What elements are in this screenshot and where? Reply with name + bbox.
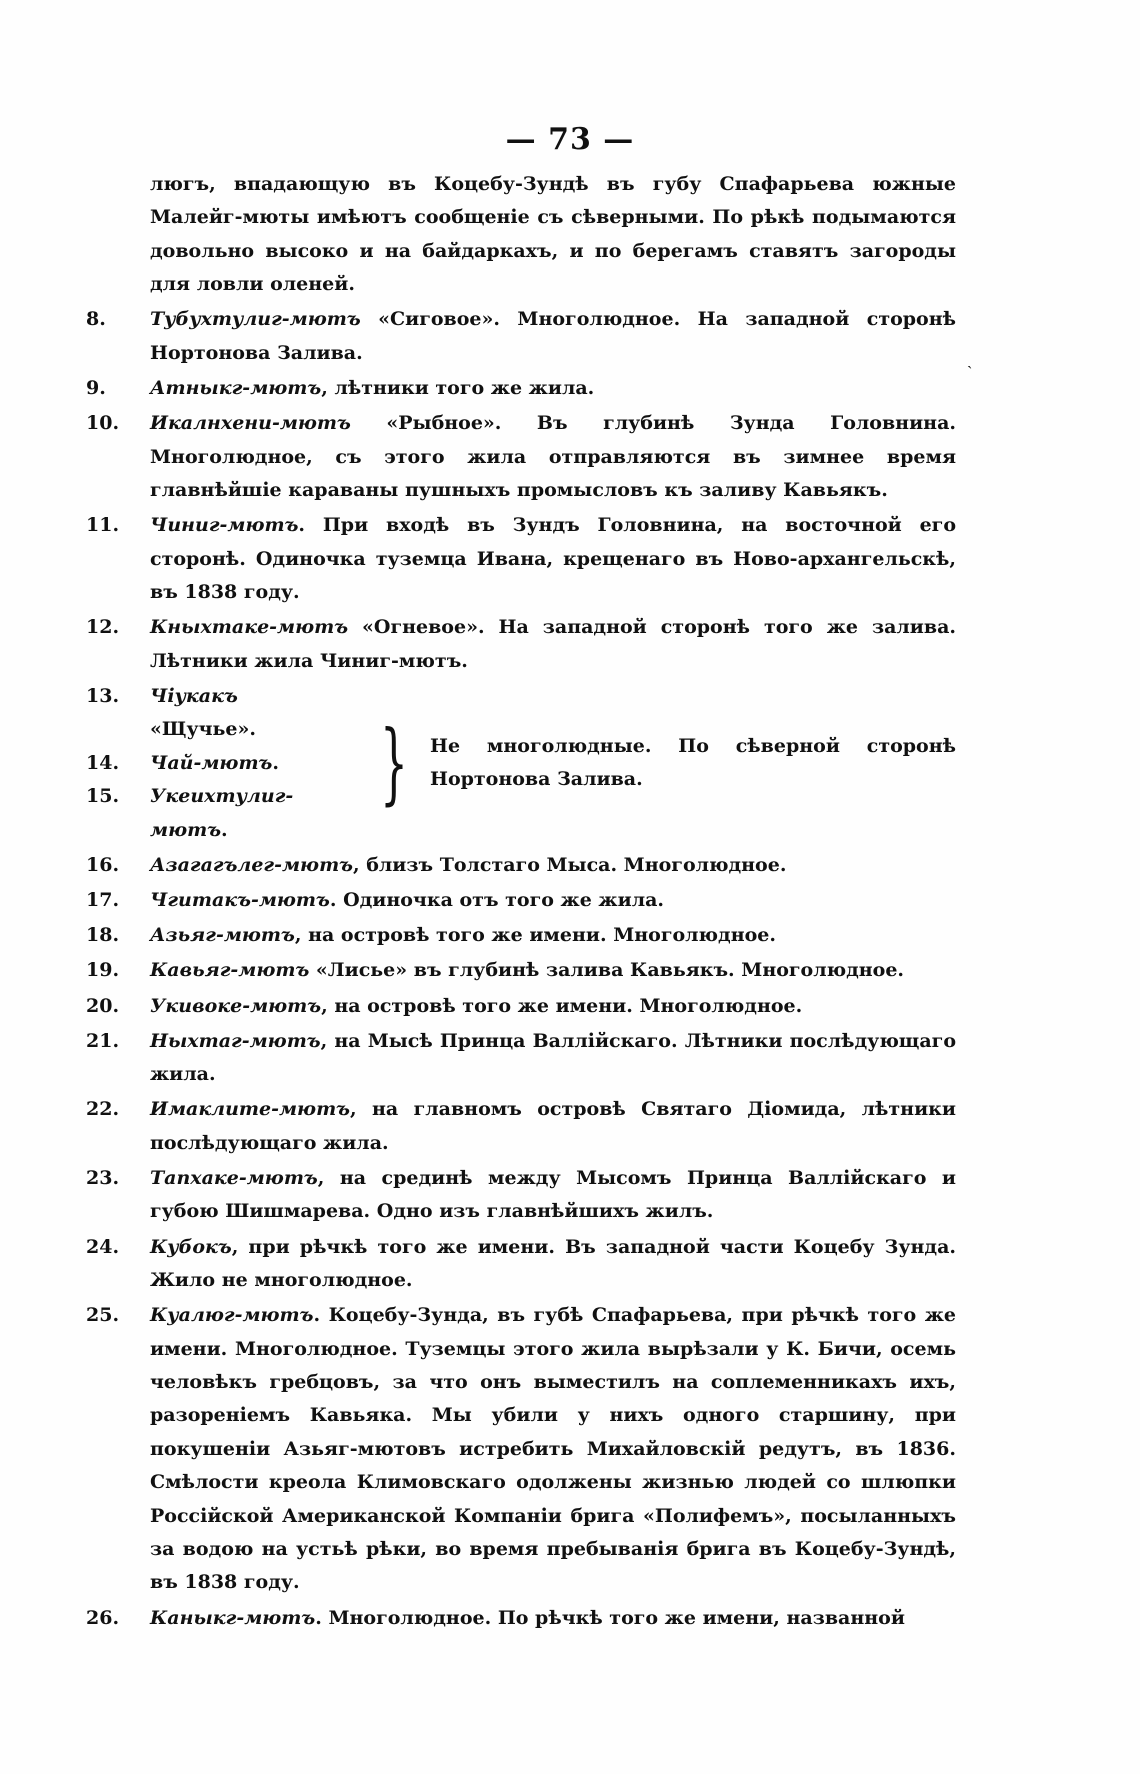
entry-body [150,509,956,609]
entry-text: , близъ Толстаго Мыса. Многолюдное. [353,853,787,876]
entry-body [150,1093,956,1160]
entry [86,407,956,507]
entry [86,884,956,917]
entry-number: 15. [86,785,120,808]
entry [86,990,956,1023]
entry-body [150,1162,956,1229]
entry-text: . При входѣ въ Зундъ Головнина, на восточной его сторонѣ. Одиночка туземца Ивана, крещенаго въ Ново-архангельскѣ, въ 1838 году. [150,514,956,604]
entry-list-b [86,849,956,1635]
entry-body [150,990,956,1023]
entry [86,303,956,370]
entry [86,1093,956,1160]
entry-body [150,611,956,678]
place-name: Чіукакъ [150,684,238,707]
entry [86,509,956,609]
entry-body [150,1025,956,1092]
entry-number: 23. [86,1166,120,1189]
entry-number: 11. [86,514,120,537]
place-name: Чай-мютъ [150,751,273,774]
entry-text: «Рыбное». Въ глубинѣ Зунда Головнина. Многолюдное, съ этого жила отправляются въ зимнее время главнѣйшіе караваны пушныхъ промысловъ къ заливу Кавьякъ. [150,412,956,502]
place-name: Кныхтаке-мютъ [150,616,349,639]
entry-text: , на главномъ островѣ Святаго Діомида, лѣтники послѣдующаго жила. [150,1098,956,1154]
entry [86,1231,956,1298]
place-name: Атныкг-мютъ [150,377,322,400]
place-name: Ныхтаг-мютъ [150,1029,321,1052]
curly-brace: } [380,711,408,815]
place-name: Азьяг-мютъ [150,924,295,947]
place-name: Кубокъ [150,1235,232,1258]
entry-text: «Щучье». [150,718,256,741]
entry-text: «Огневое». На западной сторонѣ того же залива. Лѣтники жила Чиниг-мютъ. [150,616,956,672]
entry-number: 22. [86,1098,120,1121]
entry-text: , на островѣ того же имени. Многолюдное. [294,924,776,947]
entry-text: , при рѣчкѣ того же имени. Въ западной части Коцебу Зунда. Жило не многолюдное. [150,1235,956,1291]
entry-text: , на островѣ того же имени. Многолюдное. [321,994,803,1017]
entry-number: 19. [86,959,120,982]
entry-text: . Многолюдное. По рѣчкѣ того же имени, названной [315,1606,905,1629]
entry-number: 25. [86,1304,120,1327]
entry-number: 10. [86,412,120,435]
entry-text: . [221,818,228,841]
place-name: Куалюг-мютъ [150,1304,314,1327]
entry-text: , на Мысѣ Принца Валлійскаго. Лѣтники послѣдующаго жила. [150,1029,956,1086]
entry [86,1299,956,1600]
entry-number: 24. [86,1235,120,1258]
entry-body [150,303,956,370]
entry-body [150,407,956,507]
grouped-entries [86,680,956,847]
place-name: Каныкг-мютъ [150,1606,316,1629]
entry-number: 8. [86,308,106,331]
page-text [86,168,956,1635]
place-name: Укеихтулиг-мютъ [150,785,294,841]
entry-text: «Лисье» въ глубинѣ залива Кавьякъ. Многолюдное. [309,959,905,982]
place-name: Имаклите-мютъ [150,1098,350,1121]
entry-text: . Коцебу-Зунда, въ губѣ Спафарьева, при рѣчкѣ того же имени. Многолюдное. Туземцы этого жила вырѣзали у К. Бичи, осемь человѣкъ гребцовъ, за что онъ выместилъ на соплеменникахъ ихъ, разореніемъ Кавьяка. Мы убили у нихъ одного старшину, при покушеніи Азьяг-мютовъ истребить Михайловскій редутъ, въ 1836. Смѣлости креола Климовскаго одолжены жизнью людей со шлюпки Россійской Американской Компаніи брига «Полифемъ», посыланныхъ за водою на устьѣ рѣки, во время пребыванія брига въ Коцебу-Зундѣ, въ 1838 году. [150,1304,956,1594]
entry-body [150,884,956,917]
entry [86,919,956,952]
entry-number: 21. [86,1029,120,1052]
group-row [86,747,326,780]
entry-number: 17. [86,888,120,911]
entry-body [150,1299,956,1600]
entry-number: 16. [86,853,120,876]
entry-text: «Сиговое». Многолюдное. На западной сторонѣ Нортонова Залива. [150,308,956,364]
entry-body [150,372,956,405]
entry [86,1602,956,1635]
entry-body [150,1231,956,1298]
entry-number: 9. [86,377,106,400]
entry-body [150,954,956,987]
stray-mark: ˎ [967,350,973,369]
place-name: Тапхаке-мютъ [150,1166,318,1189]
entry [86,1162,956,1229]
entry-text: . Одиночка отъ того же жила. [329,888,665,911]
place-name: Тубухтулиг-мютъ [150,308,361,331]
intro-paragraph: люгъ, впадающую въ Коцебу-Зундѣ въ губу Спафарьева южные Малейг-мюты имѣютъ сообщеніе съ сѣверными. По рѣкѣ подымаются довольно высоко и на байдаркахъ, и по берегамъ ставятъ загороды для ловли оленей. [150,173,956,296]
entry-number: 20. [86,994,120,1017]
entry [86,954,956,987]
entry [86,372,956,405]
entry [86,1025,956,1092]
place-name: Чгитакъ-мютъ [150,888,330,911]
entry-number: 12. [86,616,120,639]
place-name: Чиниг-мютъ [150,514,299,537]
entry-list-a [86,303,956,678]
entry [86,611,956,678]
page-number: — 73 — [505,122,635,157]
entry-body [150,1602,956,1635]
group-note: Не многолюдные. По сѣверной сторонѣ Нортонова Залива. [430,734,956,791]
entry [86,849,956,882]
place-name: Азагагълег-мютъ [150,853,353,876]
entry-text: . [272,751,279,774]
entry-number: 18. [86,924,120,947]
place-name: Укивоке-мютъ [150,994,322,1017]
group-rows [86,680,326,847]
place-name: Икалнхени-мютъ [150,412,351,435]
entry-text: , на срединѣ между Мысомъ Принца Валлійскаго и губою Шишмарева. Одно изъ главнѣйшихъ жилъ. [150,1166,956,1223]
entry-body [150,919,956,952]
entry-number: 26. [86,1606,120,1629]
entry-number: 13. [86,684,120,707]
entry-number: 14. [86,751,120,774]
group-row [86,680,326,747]
entry-text: , лѣтники того же жила. [321,377,595,400]
group-row [86,780,326,847]
place-name: Кавьяг-мютъ [150,959,310,982]
entry-body [150,849,956,882]
